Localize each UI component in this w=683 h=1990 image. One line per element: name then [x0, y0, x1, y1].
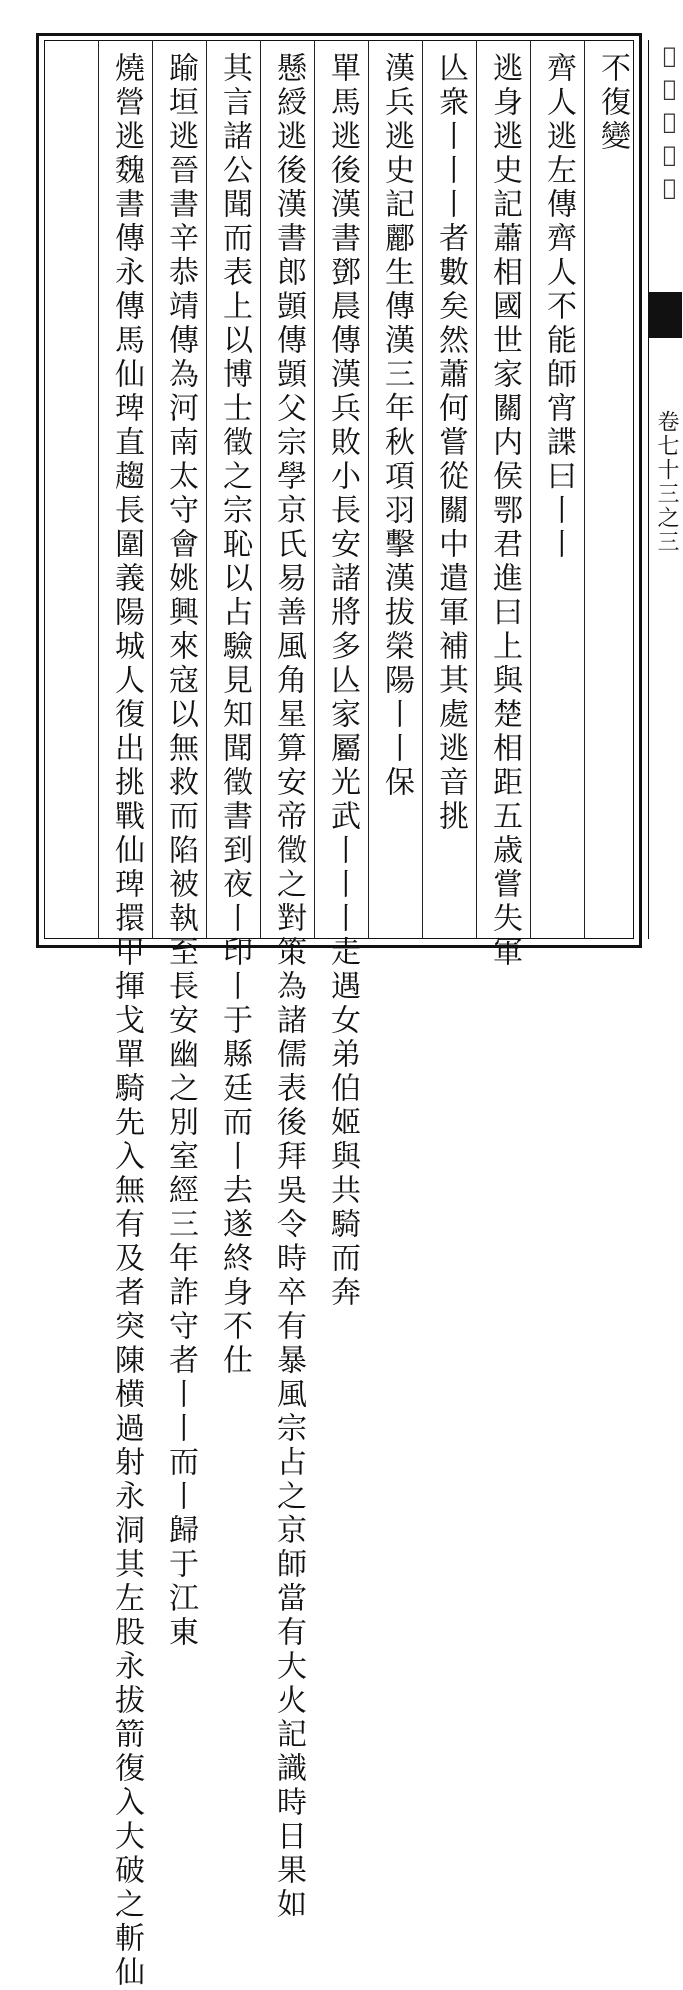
column-rule: [530, 40, 531, 939]
column-rule: [98, 40, 99, 939]
text-column-10: 燒營逃魏書傳永傳馬仙琕直趨長圍義陽城人復出挑戰仙琕擐甲揮戈單騎先入無有及者突陳横過射永洞其左股永拔箭復入大破之斬仙: [109, 52, 144, 1990]
text-column-5: 漢兵逃史記酈生傳漢三年秋項羽擊漢拔榮陽丨丨保: [379, 52, 414, 800]
column-rule: [260, 40, 261, 939]
column-rule: [584, 40, 585, 939]
text-column-9: 踰垣逃晉書辛恭靖傳為河南太守會姚興來寇以無救而陷被執至長安幽之別室經三年詐守者丨丨而丨歸于江東: [163, 52, 198, 1650]
text-column-2: 齊人逃左傳齊人不能師宵諜曰丨丨: [541, 52, 576, 562]
column-rule: [152, 40, 153, 939]
column-rule: [476, 40, 477, 939]
column-rule: [368, 40, 369, 939]
column-rule: [422, 40, 423, 939]
text-column-8: 其言諸公聞而表上以博士徵之宗恥以占驗見知聞徵書到夜丨印丨于縣廷而丨去遂終身不仕: [217, 52, 252, 1378]
text-column-1: 不復變: [595, 52, 630, 154]
fold-book-title: 𨕖文選卷七: [657, 44, 682, 209]
text-column-3: 逃身逃史記蕭相國世家關内侯鄂君進曰上與楚相距五歳嘗失軍: [487, 52, 522, 970]
text-column-7: 懸綬逃後漢書郎顗傳顗父宗學京氏易善風角星算安帝徵之對策為諸儒表後拜吳令時卒有暴風宗占之京師當有大火記識時日果如: [271, 52, 306, 1922]
fold-fish-tail-mark: [648, 292, 682, 338]
column-rule: [314, 40, 315, 939]
text-column-6: 單馬逃後漢書鄧晨傳漢兵敗小長安諸將多亾家屬光武丨丨丨走遇女弟伯姬與共騎而奔: [325, 52, 360, 1310]
column-rule: [206, 40, 207, 939]
fold-volume-label: 卷七十三之三: [654, 410, 679, 554]
text-column-4: 亾衆丨丨丨者數矣然蕭何嘗從關中遣軍補其處逃音挑: [433, 52, 468, 834]
